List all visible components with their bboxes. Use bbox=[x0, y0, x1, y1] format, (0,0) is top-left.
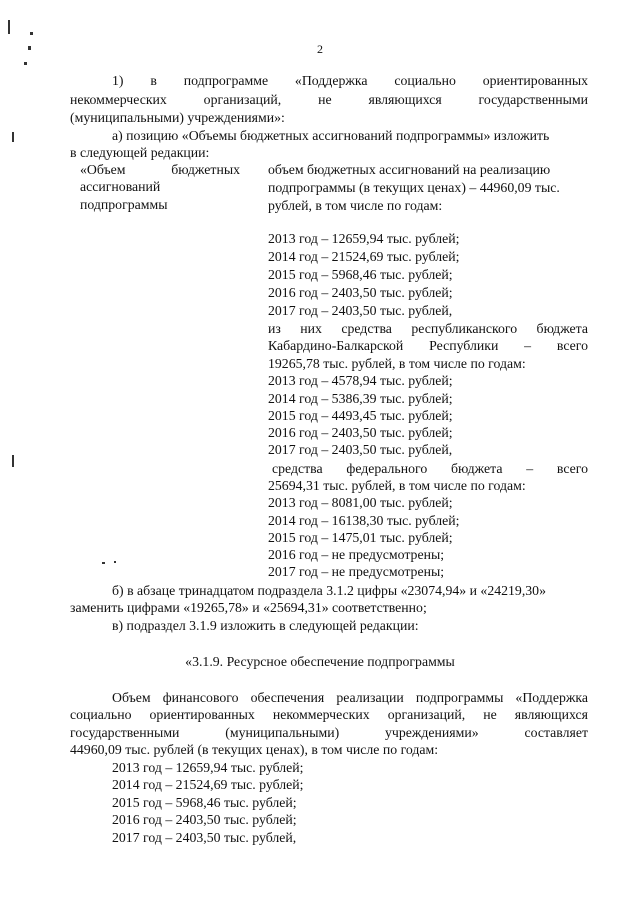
table-left-line: подпрограммы bbox=[80, 197, 168, 212]
table-right-line: подпрограммы (в текущих ценах) – 44960,09 тыс. bbox=[268, 180, 560, 195]
section-body-line: 2013 год – 12659,94 тыс. рублей; bbox=[112, 760, 304, 775]
table-left-line: ассигнований bbox=[80, 179, 161, 194]
table-right-line: 25694,31 тыс. рублей, в том числе по годам: bbox=[268, 478, 526, 493]
section-body-line: 2014 год – 21524,69 тыс. рублей; bbox=[112, 777, 304, 792]
table-right-line: 2013 год – 4578,94 тыс. рублей; bbox=[268, 373, 453, 388]
table-right-line: 2016 год – 2403,50 тыс. рублей; bbox=[268, 425, 453, 440]
scan-mark bbox=[12, 132, 14, 142]
table-right-line: 19265,78 тыс. рублей, в том числе по годам: bbox=[268, 356, 526, 371]
table-right-line: 2015 год – 4493,45 тыс. рублей; bbox=[268, 408, 453, 423]
table-right-line: 2015 год – 5968,46 тыс. рублей; bbox=[268, 267, 453, 282]
table-right-line: 2017 год – 2403,50 тыс. рублей, bbox=[268, 303, 453, 318]
scan-mark bbox=[114, 561, 116, 563]
table-right-line: 2015 год – 1475,01 тыс. рублей; bbox=[268, 530, 453, 545]
scan-mark bbox=[102, 562, 105, 564]
table-right-line: 2016 год – не предусмотрены; bbox=[268, 547, 445, 562]
amendment-line: б) в абзаце тринадцатом подраздела 3.1.2 цифры «23074,94» и «24219,30» bbox=[112, 583, 546, 598]
section-body-line: государственными (муниципальными) учреждениями» составляет bbox=[70, 725, 588, 740]
intro-line: некоммерческих организаций, не являющихся государственными bbox=[70, 92, 588, 107]
table-right-line: из них средства республиканского бюджета bbox=[268, 321, 588, 336]
section-body-line: 2016 год – 2403,50 тыс. рублей; bbox=[112, 812, 297, 827]
section-body-line: 2017 год – 2403,50 тыс. рублей, bbox=[112, 830, 297, 845]
section-body-line: 44960,09 тыс. рублей (в текущих ценах), в том числе по годам: bbox=[70, 742, 439, 757]
section-body-line: 2015 год – 5968,46 тыс. рублей; bbox=[112, 795, 297, 810]
intro-line: (муниципальными) учреждениями»: bbox=[70, 110, 285, 125]
table-right-line: рублей, в том числе по годам: bbox=[268, 198, 443, 213]
table-right-line: 2013 год – 8081,00 тыс. рублей; bbox=[268, 495, 453, 510]
table-right-line: средства федерального бюджета – всего bbox=[272, 461, 588, 476]
intro-line: а) позицию «Объемы бюджетных ассигнований подпрограммы» изложить bbox=[112, 128, 550, 143]
table-left-line: «Объем бюджетных bbox=[80, 162, 240, 177]
table-right-line: 2014 год – 5386,39 тыс. рублей; bbox=[268, 391, 453, 406]
section-heading: «3.1.9. Ресурсное обеспечение подпрограммы bbox=[185, 654, 455, 669]
table-right-line: 2017 год – 2403,50 тыс. рублей, bbox=[268, 442, 453, 457]
section-body-line: социально ориентированных некоммерческих организаций, не являющихся bbox=[70, 707, 588, 722]
page-number: 2 bbox=[317, 42, 323, 56]
scan-mark bbox=[8, 20, 10, 34]
scan-mark bbox=[30, 32, 33, 35]
table-right-line: 2017 год – не предусмотрены; bbox=[268, 564, 445, 579]
table-right-line: Кабардино-Балкарской Республики – всего bbox=[268, 338, 588, 353]
table-right-line: объем бюджетных ассигнований на реализацию bbox=[268, 162, 551, 177]
table-right-line: 2014 год – 21524,69 тыс. рублей; bbox=[268, 249, 460, 264]
amendment-line: в) подраздел 3.1.9 изложить в следующей редакции: bbox=[112, 618, 419, 633]
section-body-line: Объем финансового обеспечения реализации подпрограммы «Поддержка bbox=[112, 690, 588, 705]
scan-mark bbox=[12, 455, 14, 467]
amendment-line: заменить цифрами «19265,78» и «25694,31» соответственно; bbox=[70, 600, 427, 615]
table-right-line: 2013 год – 12659,94 тыс. рублей; bbox=[268, 231, 460, 246]
scan-mark bbox=[24, 62, 27, 65]
intro-line: в следующей редакции: bbox=[70, 145, 210, 160]
table-right-line: 2014 год – 16138,30 тыс. рублей; bbox=[268, 513, 460, 528]
table-right-line: 2016 год – 2403,50 тыс. рублей; bbox=[268, 285, 453, 300]
intro-line: 1) в подпрограмме «Поддержка социально ориентированных bbox=[112, 73, 588, 88]
